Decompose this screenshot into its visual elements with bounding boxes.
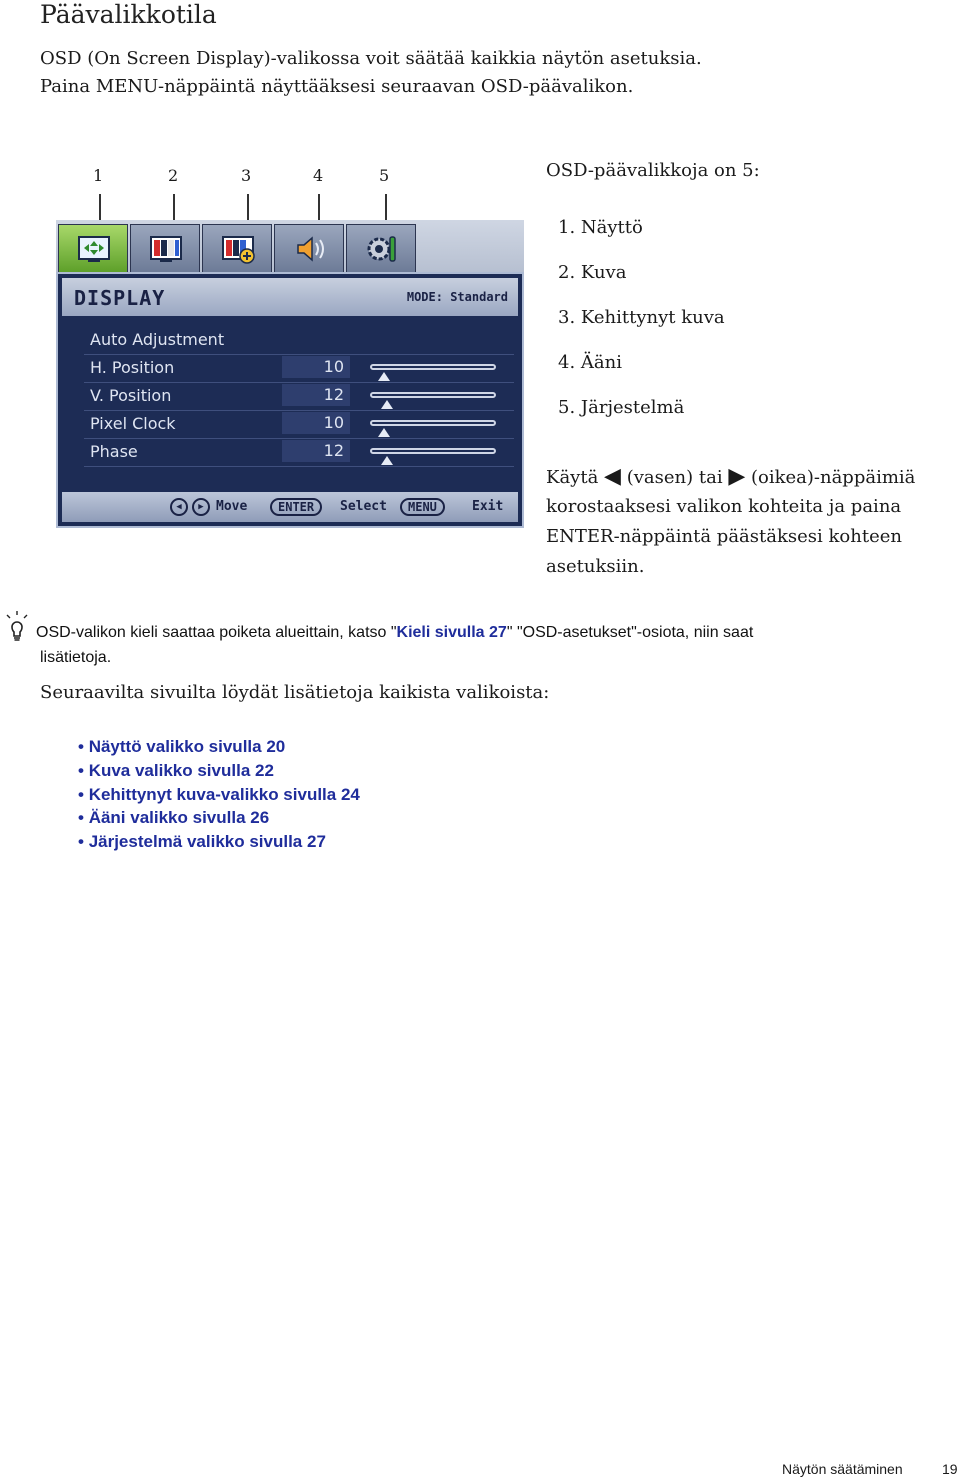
left-arrow-key-icon[interactable]: ◀ [170, 498, 188, 516]
menu-link-item[interactable] [78, 737, 285, 757]
osd-row-h-position[interactable] [84, 354, 514, 383]
bullet: • [78, 832, 84, 851]
menu-link-label[interactable]: Näyttö valikko sivulla 20 [88, 737, 286, 756]
note-line-1 [36, 624, 753, 642]
osd-footer-select: Select [340, 499, 387, 514]
osd-header [62, 278, 518, 316]
lightbulb-icon [4, 610, 30, 642]
osd-tab-system[interactable] [346, 224, 416, 272]
osd-row-label: Pixel Clock [90, 414, 176, 433]
menu-list-item: 5. Järjestelmä [558, 397, 685, 418]
menu-link-label[interactable]: Järjestelmä valikko sivulla 27 [88, 832, 326, 851]
osd-slider[interactable] [370, 420, 496, 426]
osd-row-value: 10 [282, 412, 350, 434]
menu-list-item: 1. Näyttö [558, 217, 643, 238]
menu-key-button[interactable]: MENU [400, 498, 445, 516]
note-text: OSD-valikon kieli saattaa poiketa alueittain, katso " [36, 624, 397, 641]
menu-list-item: 2. Kuva [558, 262, 627, 283]
osd-row-label: V. Position [90, 386, 172, 405]
page-title: Päävalikkotila [40, 0, 217, 29]
page-number: 19 [942, 1461, 958, 1477]
osd-row-value: 12 [282, 440, 350, 462]
osd-slider-thumb[interactable] [381, 456, 393, 465]
nav-instructions-line-2: korostaaksesi valikon kohteita ja paina [546, 496, 902, 517]
osd-tab-picture-advanced[interactable] [202, 224, 272, 272]
osd-tab-display[interactable] [58, 224, 128, 272]
bullet: • [78, 808, 84, 827]
osd-footer-move: Move [216, 499, 248, 514]
osd-footer-exit: Exit [472, 499, 504, 514]
menu-link-item[interactable] [78, 808, 269, 828]
more-info-heading: Seuraavilta sivuilta löydät lisätietoja kaikista valikoista: [40, 682, 550, 703]
bullet: • [78, 737, 84, 756]
menu-link-label[interactable]: Kehittynyt kuva-valikko sivulla 24 [88, 785, 360, 804]
system-tab-icon [364, 233, 400, 265]
picture-advanced-tab-icon [220, 233, 256, 265]
nav-instructions-line-3: ENTER-näppäintä päästäksesi kohteen [546, 526, 902, 547]
note-line-2: lisätietoja. [40, 649, 112, 666]
menu-list-item: 4. Ääni [558, 352, 622, 373]
osd-tab-audio[interactable] [274, 224, 344, 272]
osd-slider[interactable] [370, 448, 496, 454]
menu-link-item[interactable] [78, 761, 274, 781]
osd-slider-thumb[interactable] [381, 400, 393, 409]
osd-slider-thumb[interactable] [378, 372, 390, 381]
language-page-link[interactable]: Kieli sivulla 27 [396, 624, 507, 641]
osd-slider-thumb[interactable] [378, 428, 390, 437]
audio-tab-icon [292, 233, 328, 265]
picture-tab-icon [148, 233, 184, 265]
callout-number-1: 1 [93, 166, 104, 185]
menu-link-label[interactable]: Ääni valikko sivulla 26 [88, 808, 270, 827]
menu-link-item[interactable] [78, 832, 326, 852]
callout-number-3: 3 [241, 166, 252, 185]
left-triangle-icon: ◀ [604, 464, 621, 489]
right-arrow-key-icon[interactable]: ▶ [192, 498, 210, 516]
osd-row-v-position[interactable] [84, 382, 514, 411]
menu-link-label[interactable]: Kuva valikko sivulla 22 [88, 761, 274, 780]
footer-section-title: Näytön säätäminen [782, 1461, 903, 1477]
menu-list-item: 3. Kehittynyt kuva [558, 307, 725, 328]
nav-text: (oikea)-näppäimiä [750, 467, 916, 488]
callout-number-5: 5 [379, 166, 390, 185]
osd-menu-figure [56, 220, 524, 528]
bullet: • [78, 761, 84, 780]
intro-line-1: OSD (On Screen Display)-valikossa voit säätää kaikkia näytön asetuksia. [40, 48, 702, 69]
osd-row-auto-adjustment[interactable] [84, 326, 514, 355]
display-tab-icon [76, 233, 112, 265]
menu-link-item[interactable] [78, 785, 360, 805]
callout-number-4: 4 [313, 166, 324, 185]
osd-row-label: H. Position [90, 358, 175, 377]
osd-mode: MODE: Standard [406, 290, 508, 304]
bullet: • [78, 785, 84, 804]
osd-row-label: Auto Adjustment [90, 330, 225, 349]
nav-text: (vasen) tai [626, 467, 723, 488]
osd-footer [62, 492, 518, 522]
intro-line-2: Paina MENU-näppäintä näyttääksesi seuraavan OSD-päävalikon. [40, 76, 634, 97]
nav-text: Käytä [546, 467, 599, 488]
note-text: " "OSD-asetukset"-osiota, niin saat [506, 624, 754, 641]
osd-row-value: 12 [282, 384, 350, 406]
osd-row-value: 10 [282, 356, 350, 378]
callout-number-2: 2 [168, 166, 179, 185]
osd-slider[interactable] [370, 364, 496, 370]
menus-heading: OSD-päävalikkoja on 5: [546, 160, 760, 181]
enter-key-button[interactable]: ENTER [270, 498, 322, 516]
osd-row-pixel-clock[interactable] [84, 410, 514, 439]
right-triangle-icon: ▶ [728, 464, 746, 489]
nav-instructions-line-1 [546, 464, 915, 489]
osd-row-phase[interactable] [84, 438, 514, 467]
osd-title: DISPLAY [74, 286, 166, 310]
osd-panel [56, 272, 524, 528]
osd-slider[interactable] [370, 392, 496, 398]
osd-tab-bar [56, 220, 524, 272]
osd-row-label: Phase [90, 442, 138, 461]
nav-instructions-line-4: asetuksiin. [546, 556, 645, 577]
osd-tab-picture[interactable] [130, 224, 200, 272]
